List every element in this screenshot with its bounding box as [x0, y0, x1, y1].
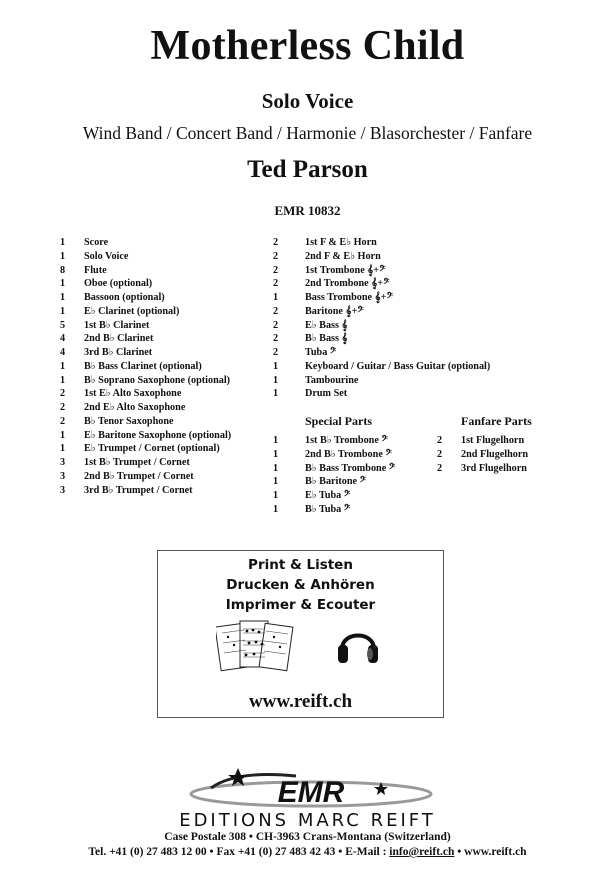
- part-quantity: 2: [60, 402, 66, 413]
- part-quantity: 2: [273, 278, 279, 290]
- emr-logo: [176, 766, 446, 814]
- part-name: Tambourine: [305, 374, 359, 386]
- part-name: B♭ Baritone 𝄢: [305, 476, 367, 488]
- contact-website: • www.reift.ch: [454, 846, 527, 858]
- part-quantity: 1: [60, 360, 66, 372]
- part-quantity: 1: [273, 435, 279, 446]
- part-name: E♭ Bass 𝄞: [305, 319, 348, 331]
- publisher-name: EDITIONS MARC REIFT: [179, 810, 436, 831]
- part-name: 2nd E♭ Alto Saxophone: [84, 402, 186, 413]
- part-name: 3rd B♭ Trumpet / Cornet: [84, 484, 193, 496]
- part-name: 2nd B♭ Trombone 𝄢: [305, 448, 392, 460]
- part-quantity: 2: [273, 319, 279, 331]
- part-name: 1st B♭ Trombone 𝄢: [305, 435, 388, 446]
- part-quantity: 1: [60, 429, 66, 441]
- part-quantity: 1: [273, 388, 279, 400]
- part-name: 1st E♭ Alto Saxophone: [84, 388, 182, 400]
- part-name: Score: [84, 237, 109, 248]
- part-quantity: 1: [273, 292, 279, 303]
- part-name: B♭ Bass 𝄞: [305, 333, 348, 345]
- part-name: Baritone 𝄞+𝄢: [305, 305, 364, 317]
- part-quantity: 4: [60, 347, 66, 358]
- fanfare-parts-heading: Fanfare Parts: [461, 414, 532, 428]
- composer-name: Ted Parson: [247, 156, 368, 183]
- print-listen-box: [157, 550, 444, 718]
- part-name: Bassoon (optional): [84, 292, 165, 303]
- part-quantity: 2: [437, 462, 443, 474]
- part-quantity: 1: [273, 503, 279, 515]
- part-name: 3rd B♭ Clarinet: [84, 347, 153, 358]
- part-name: 2nd Flugelhorn: [461, 448, 529, 460]
- part-name: 3rd Flugelhorn: [461, 462, 527, 474]
- part-name: E♭ Trumpet / Cornet (optional): [84, 443, 220, 455]
- part-quantity: 1: [273, 490, 279, 501]
- part-name: B♭ Tuba 𝄢: [305, 503, 351, 515]
- part-quantity: 1: [273, 448, 279, 460]
- part-name: Keyboard / Guitar / Bass Guitar (optional): [305, 360, 491, 372]
- part-name: 1st Trombone 𝄞+𝄢: [305, 264, 386, 276]
- part-quantity: 2: [60, 415, 66, 427]
- band-types: Wind Band / Concert Band / Harmonie / Blasorchester / Fanfare: [82, 123, 533, 143]
- catalog-code: EMR 10832: [274, 203, 341, 218]
- part-quantity: 2: [437, 435, 443, 446]
- website-link[interactable]: www.reift.ch: [248, 691, 353, 712]
- part-quantity: 1: [60, 305, 66, 317]
- email-link[interactable]: info@reift.ch: [389, 846, 455, 858]
- part-name: 2nd F & E♭ Horn: [305, 250, 381, 262]
- part-quantity: 2: [273, 347, 279, 358]
- part-quantity: 2: [60, 388, 66, 400]
- logo-text: EMR: [277, 776, 345, 809]
- part-name: E♭ Tuba 𝄢: [305, 490, 351, 501]
- part-quantity: 2: [273, 264, 279, 276]
- part-quantity: 1: [60, 443, 66, 455]
- part-quantity: 1: [273, 374, 279, 386]
- publisher-address: Case Postale 308 • CH-3963 Crans-Montana (Switzerland): [164, 831, 451, 843]
- part-name: B♭ Bass Clarinet (optional): [84, 360, 202, 372]
- page-title: Motherless Child: [150, 23, 465, 69]
- part-name: 1st B♭ Clarinet: [84, 319, 150, 331]
- part-name: Bass Trombone 𝄞+𝄢: [305, 292, 394, 303]
- part-name: 1st F & E♭ Horn: [305, 237, 377, 248]
- part-quantity: 1: [273, 476, 279, 488]
- part-quantity: 1: [60, 374, 66, 386]
- part-name: 1st Flugelhorn: [461, 435, 525, 446]
- headphones-icon: [336, 621, 380, 667]
- part-quantity: 5: [60, 319, 66, 331]
- part-name: Flute: [84, 264, 107, 276]
- part-name: E♭ Baritone Saxophone (optional): [84, 429, 232, 441]
- part-quantity: 1: [60, 237, 66, 248]
- part-name: Drum Set: [305, 388, 348, 400]
- part-quantity: 2: [273, 333, 279, 345]
- part-name: Oboe (optional): [84, 278, 153, 290]
- part-name: 1st B♭ Trumpet / Cornet: [84, 457, 190, 468]
- special-parts-heading: Special Parts: [305, 414, 372, 428]
- part-name: 2nd Trombone 𝄞+𝄢: [305, 278, 390, 290]
- part-quantity: 2: [273, 237, 279, 248]
- part-quantity: 3: [60, 470, 66, 482]
- part-quantity: 1: [273, 462, 279, 474]
- part-name: B♭ Bass Trombone 𝄢: [305, 462, 396, 474]
- part-name: E♭ Clarinet (optional): [84, 305, 180, 317]
- part-quantity: 8: [60, 264, 66, 276]
- part-quantity: 2: [437, 448, 443, 460]
- page-subtitle: Solo Voice: [261, 89, 354, 113]
- part-quantity: 3: [60, 484, 66, 496]
- part-name: B♭ Soprano Saxophone (optional): [84, 374, 231, 386]
- promo-line-3: Imprimer & Ecouter: [225, 597, 376, 613]
- part-quantity: 3: [60, 457, 66, 468]
- contact-phone-fax: Tel. +41 (0) 27 483 12 00 • Fax +41 (0) 27 483 42 43 • E-Mail :: [88, 846, 390, 858]
- promo-line-2: Drucken & Anhören: [226, 577, 375, 593]
- part-quantity: 1: [60, 278, 66, 290]
- promo-line-1: Print & Listen: [248, 557, 353, 573]
- part-quantity: 4: [60, 333, 66, 345]
- sheet-music-icon: [216, 617, 296, 677]
- part-name: Solo Voice: [84, 250, 129, 262]
- part-name: 2nd B♭ Clarinet: [84, 333, 154, 345]
- part-quantity: 1: [60, 250, 66, 262]
- part-quantity: 1: [60, 292, 66, 303]
- publisher-contact: [0, 846, 615, 858]
- part-quantity: 2: [273, 250, 279, 262]
- part-name: Tuba 𝄢: [305, 347, 337, 358]
- part-quantity: 1: [273, 360, 279, 372]
- part-name: B♭ Tenor Saxophone: [84, 415, 174, 427]
- part-name: 2nd B♭ Trumpet / Cornet: [84, 470, 194, 482]
- part-quantity: 2: [273, 305, 279, 317]
